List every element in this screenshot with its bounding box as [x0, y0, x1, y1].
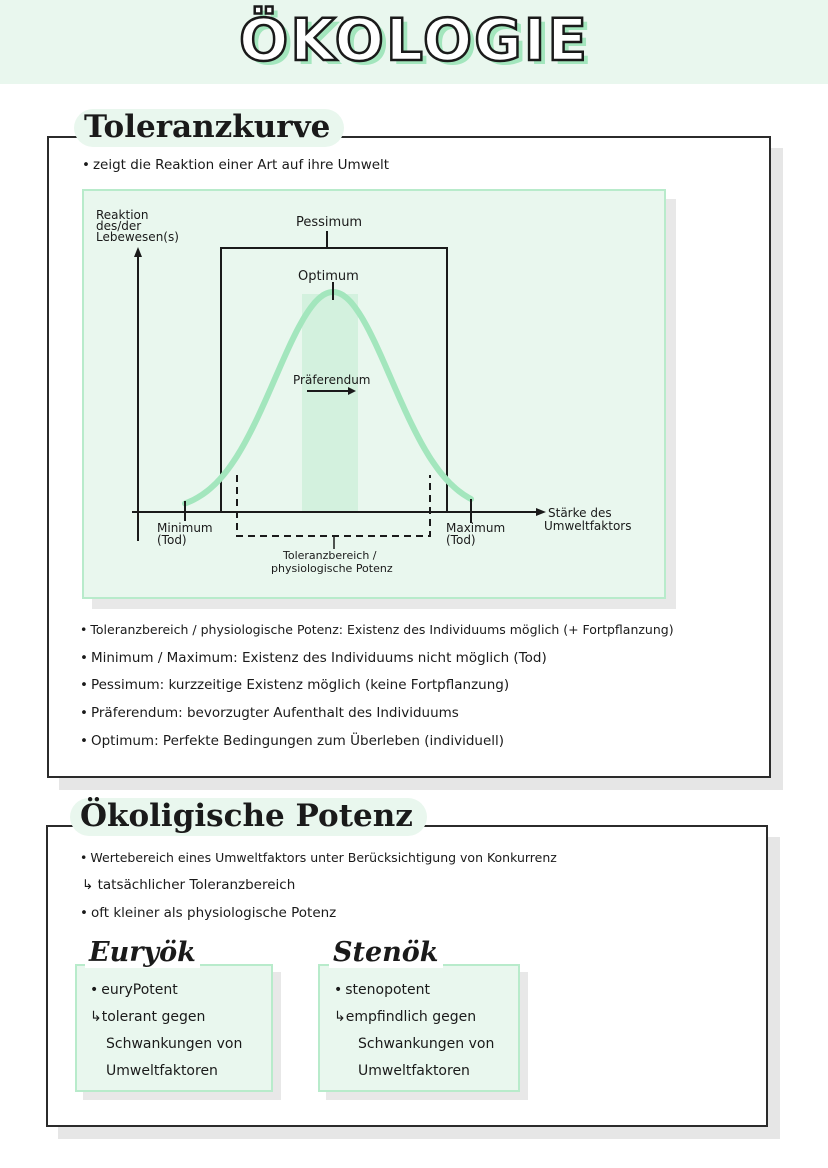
toleranzkurve-intro: • zeigt die Reaktion einer Art auf ihre Umwelt: [82, 157, 389, 173]
stenoek-title: Stenök: [329, 937, 443, 968]
y-axis-label-2: des/der: [96, 219, 142, 233]
euryoek-line-1: • euryPotent: [90, 982, 178, 998]
arrow-icon: ↳: [82, 877, 98, 893]
oekologische-potenz-title: Ökoligische Potenz: [70, 798, 427, 836]
definition-praeferendum: • Präferendum: bevorzugter Aufenthalt des Individuums: [80, 705, 459, 721]
arrow-icon: ↳: [90, 1009, 102, 1025]
header-banner: [0, 0, 828, 84]
potenz-note: • oft kleiner als physiologische Potenz: [80, 905, 336, 921]
potenz-definition-sub-text: tatsächlicher Toleranzbereich: [97, 877, 296, 893]
definition-optimum: • Optimum: Perfekte Bedingungen zum Überleben (individuell): [80, 733, 504, 749]
stenoek-line-2-text: empfindlich gegen: [345, 1009, 477, 1025]
definition-minimum-maximum: • Minimum / Maximum: Existenz des Individuums nicht möglich (Tod): [80, 650, 547, 666]
euryoek-line-2: [90, 1009, 205, 1025]
y-axis-label-3: Lebewesen(s): [96, 230, 179, 244]
arrow-icon: ↳: [334, 1009, 346, 1025]
maximum-label: Maximum: [446, 521, 506, 535]
toleranzbereich-label-1: Toleranzbereich /: [283, 549, 377, 562]
minimum-label: Minimum: [157, 521, 213, 535]
stenoek-line-1: • stenopotent: [334, 982, 430, 998]
minimum-tod-label: (Tod): [157, 533, 187, 547]
stenoek-line-3: Schwankungen von: [358, 1036, 495, 1052]
toleranzbereich-label-2: physiologische Potenz: [271, 562, 393, 575]
tolerance-curve-chart: [82, 189, 662, 595]
euryoek-line-4: Umweltfaktoren: [106, 1063, 218, 1079]
maximum-tod-label: (Tod): [446, 533, 476, 547]
toleranzkurve-title: Toleranzkurve: [74, 109, 344, 147]
optimum-label: Optimum: [298, 269, 359, 284]
euryoek-title: Euryök: [85, 937, 200, 968]
potenz-definition: • Wertebereich eines Umweltfaktors unter Berücksichtigung von Konkurrenz: [80, 850, 557, 865]
x-axis-label-1: Stärke des: [548, 506, 612, 520]
stenoek-line-2: [334, 1009, 476, 1025]
potenz-definition-sub: [82, 877, 295, 893]
x-axis-label-2: Umweltfaktors: [544, 519, 632, 533]
praeferendum-label: Präferendum: [293, 373, 371, 387]
y-axis-arrow: [134, 247, 142, 257]
euryoek-line-2-text: tolerant gegen: [101, 1009, 206, 1025]
praeferendum-band: [302, 294, 358, 512]
pessimum-label: Pessimum: [296, 215, 363, 230]
definition-pessimum: • Pessimum: kurzzeitige Existenz möglich (keine Fortpflanzung): [80, 677, 509, 693]
y-axis-label-1: Reaktion: [96, 208, 149, 222]
stenoek-line-4: Umweltfaktoren: [358, 1063, 470, 1079]
page-title: ÖKOLOGIE: [239, 6, 589, 74]
euryoek-line-3: Schwankungen von: [106, 1036, 243, 1052]
x-axis-arrow: [536, 508, 546, 516]
definition-toleranzbereich: • Toleranzbereich / physiologische Potenz: Existenz des Individuums möglich (+ Fortpflanzung): [80, 622, 674, 637]
